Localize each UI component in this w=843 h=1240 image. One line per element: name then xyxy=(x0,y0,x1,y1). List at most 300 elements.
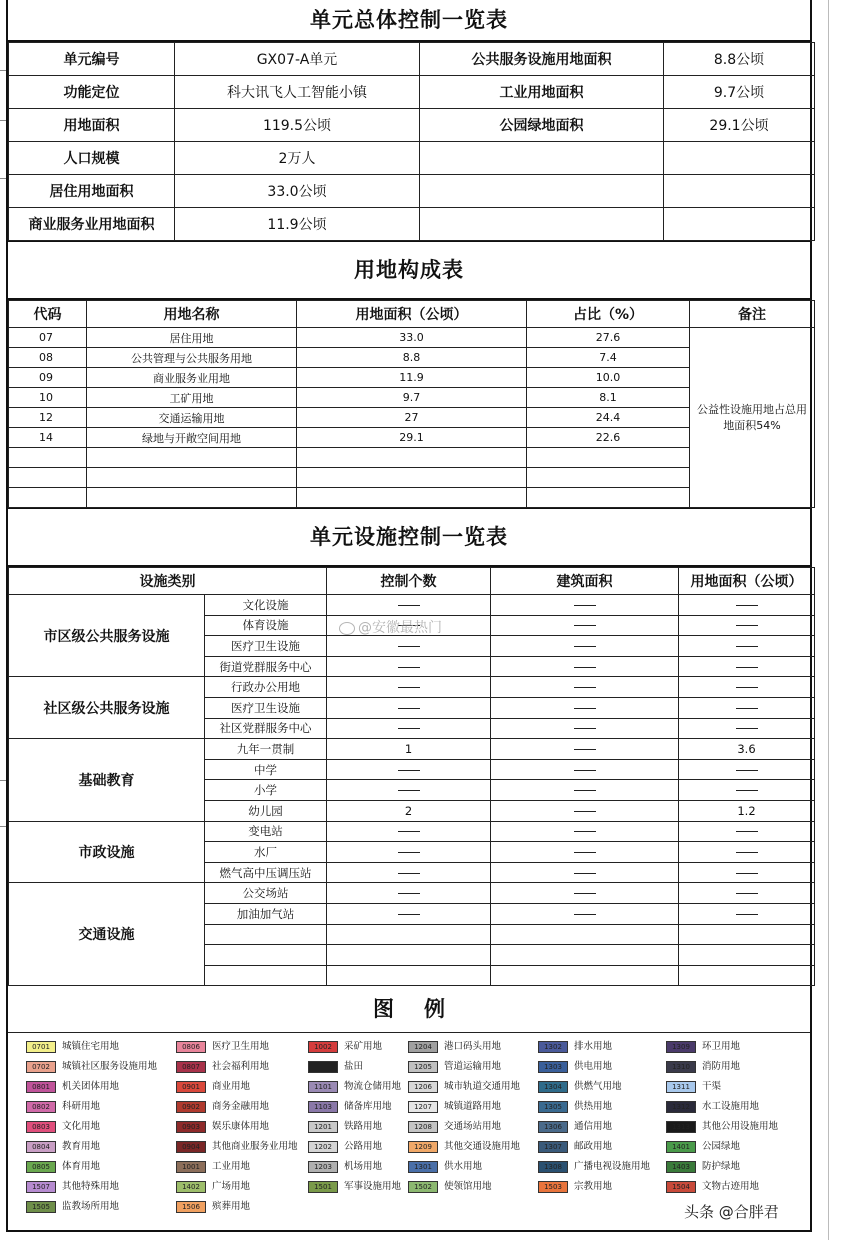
table-cell xyxy=(491,965,679,986)
dash-mark xyxy=(398,790,420,791)
legend-swatch: 0903 xyxy=(176,1121,206,1133)
legend-label: 科研用地 xyxy=(62,1101,101,1113)
table-cell xyxy=(491,697,679,718)
table-cell: 1 xyxy=(327,739,491,760)
table-header-row xyxy=(9,568,815,595)
table-cell: 9.7公顷 xyxy=(664,76,815,109)
legend-item xyxy=(538,1160,666,1174)
legend-swatch: 1209 xyxy=(408,1141,438,1153)
column-header: 建筑面积 xyxy=(491,568,679,595)
legend-swatch: 1101 xyxy=(308,1081,338,1093)
legend-swatch: 1206 xyxy=(408,1081,438,1093)
summary-table xyxy=(8,42,815,241)
legend-swatch: 1303 xyxy=(538,1061,568,1073)
table-cell xyxy=(297,448,527,468)
table-cell xyxy=(491,780,679,801)
legend-label: 军事设施用地 xyxy=(344,1181,402,1193)
table-cell: 08 xyxy=(9,348,87,368)
legend-item xyxy=(408,1160,536,1174)
legend-swatch: 1504 xyxy=(666,1181,696,1193)
dash-mark xyxy=(398,831,420,832)
legend-label: 其他商业服务业用地 xyxy=(212,1141,298,1153)
legend-item xyxy=(538,1180,666,1194)
table-cell xyxy=(679,615,815,636)
legend-label: 水工设施用地 xyxy=(702,1101,760,1113)
dash-mark xyxy=(574,625,596,626)
table-cell xyxy=(327,965,491,986)
table-cell: 29.1公顷 xyxy=(664,109,815,142)
table-row xyxy=(9,109,815,142)
legend-swatch: 1402 xyxy=(176,1181,206,1193)
table-cell xyxy=(679,945,815,966)
legend-label: 其他特殊用地 xyxy=(62,1181,120,1193)
table-cell xyxy=(491,656,679,677)
legend-item xyxy=(408,1080,536,1094)
legend-item xyxy=(408,1100,536,1114)
table-cell xyxy=(491,800,679,821)
table-cell xyxy=(491,862,679,883)
legend-swatch: 1301 xyxy=(408,1161,438,1173)
table-cell: 居住用地 xyxy=(87,328,297,348)
table-cell: 8.8公顷 xyxy=(664,43,815,76)
legend-item xyxy=(538,1080,666,1094)
dash-mark xyxy=(736,852,758,853)
legend-swatch: 1201 xyxy=(308,1121,338,1133)
facility-name: 公交场站 xyxy=(205,883,327,904)
table-cell: 27.6 xyxy=(527,328,690,348)
legend-label: 体育用地 xyxy=(62,1161,101,1173)
legend-label: 储备库用地 xyxy=(344,1101,392,1113)
table-row xyxy=(9,821,815,842)
table-cell xyxy=(679,965,815,986)
column-header: 代码 xyxy=(9,301,87,328)
table-cell xyxy=(491,615,679,636)
table-cell xyxy=(327,656,491,677)
watermark xyxy=(339,617,442,637)
legend-swatch: 0805 xyxy=(26,1161,56,1173)
legend-label: 教育用地 xyxy=(62,1141,101,1153)
legend-label: 娱乐康体用地 xyxy=(212,1121,270,1133)
legend-item xyxy=(408,1040,536,1054)
facility-name: 体育设施 xyxy=(205,615,327,636)
table-cell xyxy=(327,883,491,904)
legend-label: 邮政用地 xyxy=(574,1141,613,1153)
dash-mark xyxy=(398,852,420,853)
table-cell: 12 xyxy=(9,408,87,428)
dash-mark xyxy=(574,811,596,812)
facilities-title: 单元设施控制一览表 xyxy=(8,508,810,567)
legend-swatch: 1501 xyxy=(308,1181,338,1193)
planning-sheet xyxy=(6,0,812,1232)
legend-item xyxy=(538,1140,666,1154)
dash-mark xyxy=(736,646,758,647)
dash-mark xyxy=(398,687,420,688)
table-cell xyxy=(491,883,679,904)
table-cell: 1.2 xyxy=(679,800,815,821)
legend-item xyxy=(26,1160,154,1174)
legend-swatch: 0804 xyxy=(26,1141,56,1153)
legend-label: 城镇社区服务设施用地 xyxy=(62,1061,158,1073)
legend-swatch: 1304 xyxy=(538,1081,568,1093)
table-cell xyxy=(679,903,815,924)
legend-swatch: 0902 xyxy=(176,1101,206,1113)
table-cell: 8.1 xyxy=(527,388,690,408)
table-cell: 14 xyxy=(9,428,87,448)
table-row xyxy=(9,595,815,616)
facility-name: 燃气高中压调压站 xyxy=(205,862,327,883)
table-cell: 7.4 xyxy=(527,348,690,368)
legend-item xyxy=(408,1140,536,1154)
table-row xyxy=(9,43,815,76)
legend-label: 机关团体用地 xyxy=(62,1081,120,1093)
table-cell: 商业服务业用地 xyxy=(87,368,297,388)
legend-label: 文化用地 xyxy=(62,1121,101,1133)
legend-item xyxy=(666,1180,794,1194)
legend-item xyxy=(26,1060,158,1074)
table-cell xyxy=(327,821,491,842)
dash-mark xyxy=(736,873,758,874)
table-cell: 119.5公顷 xyxy=(175,109,420,142)
dash-mark xyxy=(574,667,596,668)
legend-item xyxy=(666,1140,794,1154)
legend-swatch: 1205 xyxy=(408,1061,438,1073)
footer-watermark: 头条 @合胖君 xyxy=(684,1203,779,1221)
legend-label: 商业用地 xyxy=(212,1081,251,1093)
table-row xyxy=(9,142,815,175)
legend-item xyxy=(408,1180,536,1194)
table-cell xyxy=(9,448,87,468)
facility-name: 医疗卫生设施 xyxy=(205,636,327,657)
column-header: 设施类别 xyxy=(9,568,327,595)
table-cell: 公共服务设施用地面积 xyxy=(420,43,664,76)
legend-label: 干渠 xyxy=(702,1081,722,1093)
table-cell: 10.0 xyxy=(527,368,690,388)
dash-mark xyxy=(736,831,758,832)
dash-mark xyxy=(398,770,420,771)
table-cell xyxy=(679,697,815,718)
dash-mark xyxy=(574,728,596,729)
legend-swatch: 1001 xyxy=(176,1161,206,1173)
landuse-title: 用地构成表 xyxy=(8,241,810,300)
legend-label: 防护绿地 xyxy=(702,1161,741,1173)
legend-label: 广播电视设施用地 xyxy=(574,1161,651,1173)
legend-label: 监教场所用地 xyxy=(62,1201,120,1213)
table-cell xyxy=(9,488,87,508)
legend-label: 公园绿地 xyxy=(702,1141,741,1153)
table-cell xyxy=(327,697,491,718)
legend-label: 供热用地 xyxy=(574,1101,613,1113)
legend-swatch: 1305 xyxy=(538,1101,568,1113)
table-cell xyxy=(327,677,491,698)
table-row xyxy=(9,677,815,698)
table-cell xyxy=(297,488,527,508)
table-cell xyxy=(297,468,527,488)
legend-label: 供燃气用地 xyxy=(574,1081,622,1093)
table-cell: 11.9 xyxy=(297,368,527,388)
table-cell xyxy=(679,677,815,698)
table-cell xyxy=(664,175,815,208)
column-header: 用地面积（公顷） xyxy=(679,568,815,595)
table-cell xyxy=(491,924,679,945)
legend-label: 机场用地 xyxy=(344,1161,383,1173)
legend-item xyxy=(26,1200,154,1214)
table-cell: 科大讯飞人工智能小镇 xyxy=(175,76,420,109)
table-cell xyxy=(327,718,491,739)
legend-swatch xyxy=(308,1061,338,1073)
legend-item xyxy=(176,1160,304,1174)
legend-item xyxy=(666,1040,794,1054)
table-cell xyxy=(87,488,297,508)
table-cell: 功能定位 xyxy=(9,76,175,109)
table-cell xyxy=(679,842,815,863)
table-cell: 公共管理与公共服务用地 xyxy=(87,348,297,368)
table-cell xyxy=(327,924,491,945)
legend-label: 广场用地 xyxy=(212,1181,251,1193)
legend-label: 排水用地 xyxy=(574,1041,613,1053)
legend-swatch: 1208 xyxy=(408,1121,438,1133)
dash-mark xyxy=(398,708,420,709)
dash-mark xyxy=(574,873,596,874)
legend-swatch: 1313 xyxy=(666,1121,696,1133)
legend-swatch: 1306 xyxy=(538,1121,568,1133)
dash-mark xyxy=(736,790,758,791)
dash-mark xyxy=(398,605,420,606)
legend-swatch: 0807 xyxy=(176,1061,206,1073)
legend-swatch: 0901 xyxy=(176,1081,206,1093)
legend-label: 其他交通设施用地 xyxy=(444,1141,521,1153)
legend-swatch: 1505 xyxy=(26,1201,56,1213)
table-cell: 27 xyxy=(297,408,527,428)
landuse-note: 公益性设施用地占总用地面积54% xyxy=(690,328,815,508)
legend-item xyxy=(666,1120,794,1134)
table-cell xyxy=(679,883,815,904)
weibo-icon xyxy=(339,622,355,635)
legend-label: 社会福利用地 xyxy=(212,1061,270,1073)
legend-swatch: 1203 xyxy=(308,1161,338,1173)
legend-label: 港口码头用地 xyxy=(444,1041,502,1053)
table-cell: 33.0公顷 xyxy=(175,175,420,208)
dash-mark xyxy=(574,605,596,606)
legend-label: 文物古迹用地 xyxy=(702,1181,760,1193)
legend-label: 城市轨道交通用地 xyxy=(444,1081,521,1093)
legend-swatch: 1401 xyxy=(666,1141,696,1153)
facility-category: 市区级公共服务设施 xyxy=(9,595,205,677)
table-cell xyxy=(679,862,815,883)
dash-mark xyxy=(736,914,758,915)
dash-mark xyxy=(574,914,596,915)
legend-swatch: 1307 xyxy=(538,1141,568,1153)
facility-category: 交通设施 xyxy=(9,883,205,986)
legend-label: 管道运输用地 xyxy=(444,1061,502,1073)
table-cell xyxy=(491,821,679,842)
legend-item xyxy=(176,1100,304,1114)
facility-category: 市政设施 xyxy=(9,821,205,883)
table-cell: 用地面积 xyxy=(9,109,175,142)
legend-swatch: 1202 xyxy=(308,1141,338,1153)
table-row xyxy=(9,883,815,904)
table-cell: 工矿用地 xyxy=(87,388,297,408)
legend-swatch: 1302 xyxy=(538,1041,568,1053)
table-cell xyxy=(87,468,297,488)
table-cell xyxy=(491,636,679,657)
legend-item xyxy=(26,1120,154,1134)
table-cell xyxy=(420,175,664,208)
facility-name: 社区党群服务中心 xyxy=(205,718,327,739)
dash-mark xyxy=(574,646,596,647)
table-cell: 29.1 xyxy=(297,428,527,448)
table-cell xyxy=(664,142,815,175)
table-cell: 人口规模 xyxy=(9,142,175,175)
table-cell xyxy=(491,718,679,739)
table-cell: 22.6 xyxy=(527,428,690,448)
legend-item xyxy=(26,1080,154,1094)
facility-name: 文化设施 xyxy=(205,595,327,616)
facility-name: 水厂 xyxy=(205,842,327,863)
table-row xyxy=(9,76,815,109)
table-cell: 公园绿地面积 xyxy=(420,109,664,142)
dash-mark xyxy=(398,893,420,894)
table-cell xyxy=(327,636,491,657)
legend-item xyxy=(176,1060,304,1074)
dash-mark xyxy=(398,728,420,729)
table-cell xyxy=(527,468,690,488)
facility-name: 小学 xyxy=(205,780,327,801)
legend-swatch: 0806 xyxy=(176,1041,206,1053)
dash-mark xyxy=(736,893,758,894)
legend-item xyxy=(176,1040,304,1054)
table-cell xyxy=(87,448,297,468)
dash-mark xyxy=(398,667,420,668)
table-cell xyxy=(679,636,815,657)
legend-item xyxy=(538,1100,666,1114)
legend-swatch: 1204 xyxy=(408,1041,438,1053)
table-cell xyxy=(420,142,664,175)
legend-item xyxy=(26,1100,154,1114)
facility-name: 加油加气站 xyxy=(205,903,327,924)
legend-item xyxy=(408,1120,536,1134)
legend-label: 物流仓储用地 xyxy=(344,1081,402,1093)
table-cell xyxy=(327,862,491,883)
legend-item xyxy=(176,1080,304,1094)
dash-mark xyxy=(574,770,596,771)
legend-item xyxy=(666,1100,794,1114)
legend-swatch: 1503 xyxy=(538,1181,568,1193)
table-cell: 居住用地面积 xyxy=(9,175,175,208)
dash-mark xyxy=(736,687,758,688)
dash-mark xyxy=(574,749,596,750)
table-cell xyxy=(679,595,815,616)
legend-swatch: 1103 xyxy=(308,1101,338,1113)
dash-mark xyxy=(398,914,420,915)
legend-swatch: 1207 xyxy=(408,1101,438,1113)
legend-item xyxy=(26,1040,154,1054)
table-cell xyxy=(327,903,491,924)
dash-mark xyxy=(736,625,758,626)
dash-mark xyxy=(574,852,596,853)
legend-label: 消防用地 xyxy=(702,1061,741,1073)
summary-title: 单元总体控制一览表 xyxy=(8,0,810,42)
table-cell: 单元编号 xyxy=(9,43,175,76)
legend-swatch: 1310 xyxy=(666,1061,696,1073)
watermark-text: @安徽最热门 xyxy=(358,620,442,636)
legend-item xyxy=(176,1200,304,1214)
table-cell xyxy=(679,924,815,945)
legend-label: 殡葬用地 xyxy=(212,1201,251,1213)
legend-label: 环卫用地 xyxy=(702,1041,741,1053)
table-cell xyxy=(491,739,679,760)
table-cell xyxy=(491,903,679,924)
table-cell: 33.0 xyxy=(297,328,527,348)
legend-swatch: 0802 xyxy=(26,1101,56,1113)
legend-label: 盐田 xyxy=(344,1061,364,1073)
table-cell: 交通运输用地 xyxy=(87,408,297,428)
table-row xyxy=(9,208,815,241)
table-cell xyxy=(491,842,679,863)
table-cell xyxy=(679,780,815,801)
legend-item xyxy=(538,1120,666,1134)
legend-label: 供水用地 xyxy=(444,1161,483,1173)
legend-swatch: 1311 xyxy=(666,1081,696,1093)
table-cell: 24.4 xyxy=(527,408,690,428)
legend-label: 供电用地 xyxy=(574,1061,613,1073)
legend-item xyxy=(176,1180,304,1194)
facility-name: 九年一贯制 xyxy=(205,739,327,760)
legend-item xyxy=(26,1180,154,1194)
table-cell: 07 xyxy=(9,328,87,348)
legend-label: 城镇住宅用地 xyxy=(62,1041,120,1053)
legend-label: 商务金融用地 xyxy=(212,1101,270,1113)
legend-swatch: 1502 xyxy=(408,1181,438,1193)
legend-swatch: 1312 xyxy=(666,1101,696,1113)
legend-item xyxy=(26,1140,154,1154)
legend-item xyxy=(176,1140,304,1154)
legend-label: 公路用地 xyxy=(344,1141,383,1153)
table-cell xyxy=(679,821,815,842)
table-cell: 工业用地面积 xyxy=(420,76,664,109)
table-cell: 商业服务业用地面积 xyxy=(9,208,175,241)
legend xyxy=(8,986,810,1212)
table-cell xyxy=(679,759,815,780)
column-header: 用地名称 xyxy=(87,301,297,328)
column-header: 占比（%） xyxy=(527,301,690,328)
dash-mark xyxy=(736,728,758,729)
legend-swatch: 0702 xyxy=(26,1061,56,1073)
table-cell xyxy=(327,595,491,616)
legend-label: 城镇道路用地 xyxy=(444,1101,502,1113)
table-cell xyxy=(327,945,491,966)
dash-mark xyxy=(574,708,596,709)
column-header: 备注 xyxy=(690,301,815,328)
facility-name xyxy=(205,924,327,945)
facility-name xyxy=(205,945,327,966)
facility-name: 幼儿园 xyxy=(205,800,327,821)
legend-swatch: 0801 xyxy=(26,1081,56,1093)
table-cell xyxy=(9,468,87,488)
dash-mark xyxy=(736,708,758,709)
dash-mark xyxy=(736,770,758,771)
dash-mark xyxy=(398,873,420,874)
table-cell xyxy=(327,780,491,801)
facility-name xyxy=(205,965,327,986)
table-cell xyxy=(664,208,815,241)
table-cell: GX07-A单元 xyxy=(175,43,420,76)
dash-mark xyxy=(574,687,596,688)
table-cell xyxy=(679,656,815,677)
legend-swatch: 1403 xyxy=(666,1161,696,1173)
table-row xyxy=(9,739,815,760)
table-cell: 2万人 xyxy=(175,142,420,175)
table-cell: 8.8 xyxy=(297,348,527,368)
